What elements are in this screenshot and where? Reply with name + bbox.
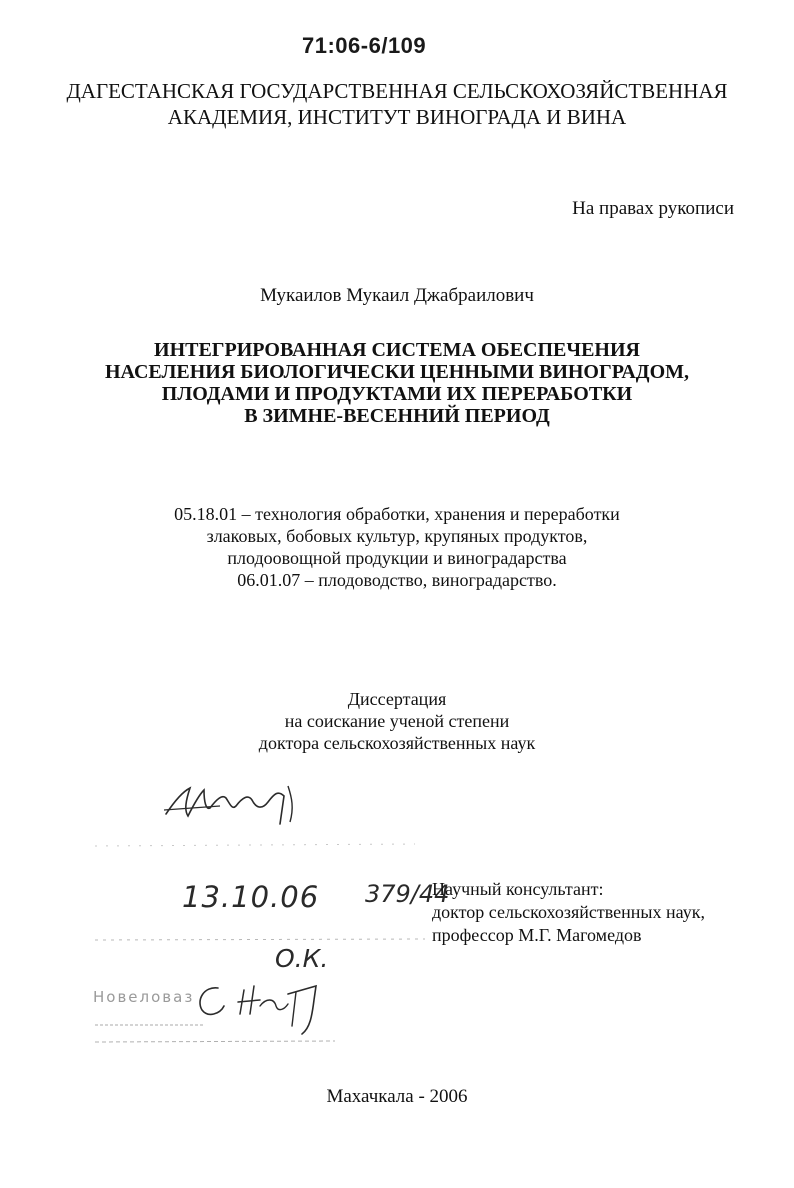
handwritten-date: 13.10.06 (182, 880, 320, 914)
degree-line: доктора сельскохозяйственных наук (258, 733, 536, 753)
title-line: НАСЕЛЕНИЯ БИОЛОГИЧЕСКИ ЦЕННЫМИ ВИНОГРАДОМ, (104, 361, 690, 383)
handwritten-ok-mark: О.К. (275, 944, 329, 973)
degree-line: на соискание ученой степени (284, 711, 510, 731)
consultant-line: Научный консультант: (432, 879, 604, 899)
specialty-line: плодоовощной продукции и виноградарства (227, 548, 567, 568)
author-signature (160, 780, 310, 828)
scientific-consultant (432, 878, 705, 947)
dissertation-title (0, 339, 794, 427)
organization-heading (0, 78, 794, 130)
faint-stamp-text: Новеловаз (93, 988, 195, 1006)
approval-signature (190, 970, 340, 1040)
specialty-line: злаковых, бобовых культур, крупяных продуктов, (206, 526, 588, 546)
handwritten-registration-number: 379/44 (365, 880, 450, 908)
organization-line: ДАГЕСТАНСКАЯ ГОСУДАРСТВЕННАЯ СЕЛЬСКОХОЗЯЙСТВЕННАЯ (66, 79, 728, 103)
degree-statement (0, 688, 794, 754)
title-line: В ЗИМНЕ-ВЕСЕННИЙ ПЕРИОД (244, 405, 550, 427)
specialty-line: 06.01.07 – плодоводство, виноградарство. (237, 570, 557, 590)
specialty-line: 05.18.01 – технология обработки, хранения и переработки (174, 504, 620, 524)
title-line: ПЛОДАМИ И ПРОДУКТАМИ ИХ ПЕРЕРАБОТКИ (161, 383, 633, 405)
specialty-codes (0, 503, 794, 591)
archive-code: 71:06-6/109 (302, 33, 427, 58)
title-line: ИНТЕГРИРОВАННАЯ СИСТЕМА ОБЕСПЕЧЕНИЯ (154, 339, 640, 361)
city-year: Махачкала - 2006 (326, 1086, 468, 1107)
author-name: Мукаилов Мукаил Джабраилович (260, 285, 534, 306)
organization-line: АКАДЕМИЯ, ИНСТИТУТ ВИНОГРАДА И ВИНА (167, 105, 627, 129)
consultant-line: доктор сельскохозяйственных наук, (432, 902, 705, 922)
degree-line: Диссертация (347, 689, 447, 709)
consultant-line: профессор М.Г. Магомедов (432, 925, 642, 945)
manuscript-rights: На правах рукописи (572, 198, 734, 219)
